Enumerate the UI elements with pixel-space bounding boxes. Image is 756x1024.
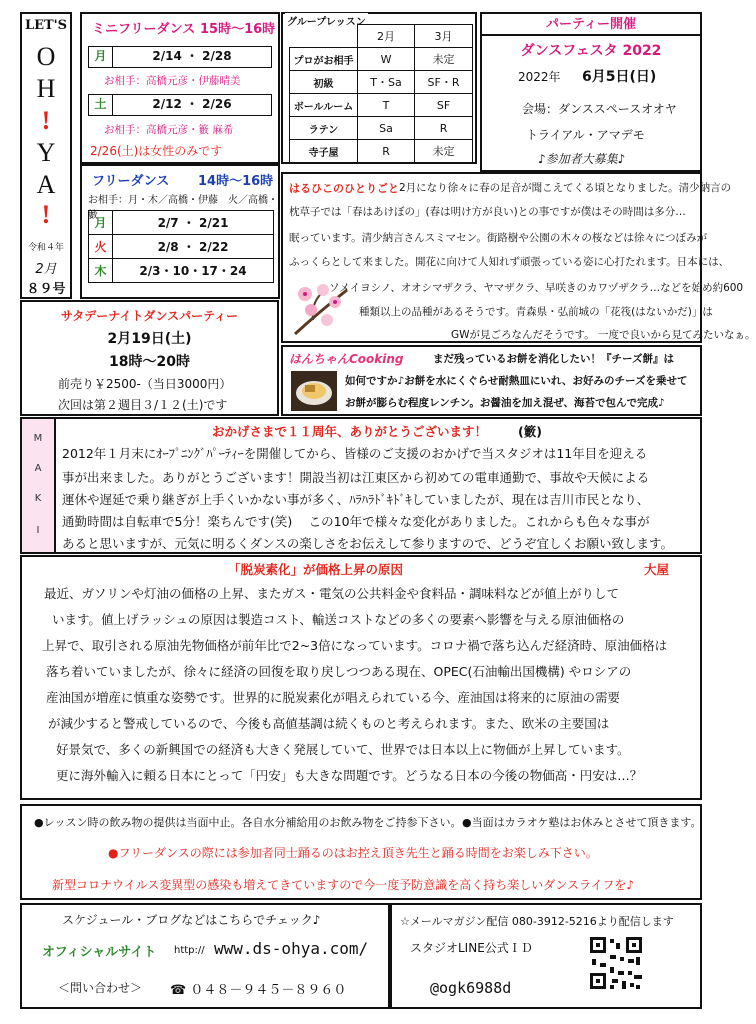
decarbon-line: 最近、ガソリンや灯油の価格の上昇、またガス・電気の公共料金や食料品・調味料などが値上がりして <box>44 586 620 601</box>
mini-saturday-day: 土 <box>89 95 113 115</box>
line-id[interactable]: @ogk6988d <box>430 979 512 997</box>
cooking-line: まだ残っているお餅を消化したい！『チーズ餅』は <box>433 353 674 365</box>
maki-sidebar <box>22 419 56 552</box>
haruhiko-line: GWが見ごろなんだそうです。 一度で良いから見てみたいなぁ。 <box>451 329 756 341</box>
masthead-month: 2月 <box>35 262 57 277</box>
saturday-title: サタデーナイトダンスパーティー <box>60 309 239 323</box>
free-dates: 2/8 ・ 2/22 <box>113 235 274 259</box>
decarbon-line: 好景気で、多くの新興国での経済も大きく発展していて、世界では日本以上に物価が上昇しています。 <box>56 742 630 757</box>
free-dates: 2/3・10・17・24 <box>113 259 274 283</box>
footer-official-label: オフィシャルサイト <box>42 945 157 960</box>
group-feb-value: T <box>358 94 415 117</box>
table-row <box>89 259 274 283</box>
cooking-line: お餅が膨らむ程度レンチン。お醤油を加え混ぜ、海苔で包んで完成♪ <box>345 397 665 409</box>
free-dance-partners: お相手：月・木／高橋・伊藤 火／高橋・籔 <box>88 195 278 221</box>
decarbon-line: 落ち着いていましたが、徐々に経済の回復を取り戻しつつある現在、OPEC(石油輸出国機構) やロシアの <box>46 664 632 679</box>
mini-saturday-row <box>88 94 272 116</box>
maki-column <box>20 417 702 554</box>
group-feb-value: W <box>358 48 415 71</box>
masthead-lets: LET'S <box>24 18 68 33</box>
haruhiko-line: 種類以上の品種があるそうです。青森県・弘前城の「花筏(はないかだ)」は <box>359 306 713 318</box>
saturday-price: 前売り￥2500-（当日3000円） <box>58 377 232 391</box>
party-section <box>480 12 702 172</box>
saturday-date: 2月19日(土) <box>107 331 192 347</box>
maki-side-letter: A <box>34 463 42 474</box>
masthead-excl1: ! <box>41 106 51 135</box>
cooking-title: はんちゃんCooking <box>289 352 404 366</box>
notice-drinks: ●レッスン時の飲み物の提供は当面中止。各自水分補給用のお飲み物をご持参下さい。 <box>34 816 462 829</box>
official-site-link[interactable]: www.ds-ohya.com/ <box>214 939 369 958</box>
group-row-label: ラテン <box>290 117 358 140</box>
maki-line: 事が出来ました。ありがとうございます！開設当初は江東区から初めての電車通勤で、事故や天候による <box>62 470 650 485</box>
masthead-o: O <box>36 42 56 71</box>
free-day: 火 <box>89 235 113 259</box>
mini-note: 2/26(土)は女性のみです <box>90 144 223 158</box>
table-row <box>290 117 473 140</box>
party-date-year: 2022年 <box>518 70 561 84</box>
maki-side-letter: M <box>33 433 43 444</box>
footer-mail: ☆メールマガジン配信 080-3912-5216より配信します <box>400 915 674 928</box>
group-row-label: 初級 <box>290 71 358 94</box>
decarbon-line: 上昇で、取引される原油先物価格が前年比で2~3倍になっています。コロナ禍で落ち込んだ経済時、原油価格は <box>42 638 668 653</box>
group-feb-value: R <box>358 140 415 163</box>
mini-free-dance-title: ミニフリーダンス <box>92 22 196 37</box>
saturday-night-party-section <box>20 300 279 416</box>
mini-monday-day: 月 <box>89 47 113 67</box>
haruhiko-line: 枕草子では「春はあけぼの」(春は明け方が良い)との事ですが僕はその時間は多分… <box>289 206 686 218</box>
maki-side-letter: K <box>34 493 42 504</box>
footer-line-label: スタジオLINE公式ＩＤ <box>410 941 533 955</box>
mini-monday-dates: 2/14 ・ 2/28 <box>152 49 232 63</box>
group-mar-value: SF <box>415 94 473 117</box>
mini-saturday-partners: お相手：高橋元彦・籔 麻希 <box>104 124 234 136</box>
decarbon-line: います。値上げラッシュの原因は製造コスト、輸送コストなどの多くの要素へ影響を与える原油価格の <box>52 612 625 627</box>
cheese-mochi-photo-icon <box>291 371 337 411</box>
masthead-a: A <box>36 170 56 199</box>
maki-line: あると思いますが、元気に明るくダンスの楽しさをお伝えして参りますので、どうぞ宜しくお願い致します。 <box>62 536 674 551</box>
cooking-section <box>281 345 702 416</box>
group-col-mar: 3月 <box>415 25 473 48</box>
mini-free-dance-section <box>80 12 280 164</box>
haruhiko-title: はるひこのひとりごと <box>289 182 399 195</box>
group-col-feb: 2月 <box>358 25 415 48</box>
group-feb-value: Sa <box>358 117 415 140</box>
cherry-blossom-icon <box>289 272 353 342</box>
free-day: 月 <box>89 211 113 235</box>
table-row <box>290 94 473 117</box>
free-dance-title: フリーダンス <box>92 174 170 189</box>
footer-url-prefix: http:// <box>174 945 205 956</box>
notice-covid: 新型コロナウイルス変異型の感染も増えてきていますので今一度予防意識を高く持ち楽しいダンスライフを♪ <box>52 878 634 892</box>
masthead-y: Y <box>36 138 56 167</box>
table-row <box>290 71 473 94</box>
mini-monday-partners: お相手：高橋元彦・伊藤晴美 <box>104 75 241 87</box>
group-row-label: プロがお相手 <box>290 48 358 71</box>
saturday-time: 18時～20時 <box>109 354 190 370</box>
phone-number[interactable]: ☎ ０４８－９４５－８９６０ <box>170 983 347 998</box>
free-dance-table <box>88 210 274 283</box>
maki-line: 運休や遅延で乗り継ぎが上手くいかない事が多く、ﾊﾗﾊﾗﾄﾞｷﾄﾞｷしていましたが、現在は吉川市民となり、 <box>62 492 650 507</box>
group-lesson-table <box>289 24 473 163</box>
cooking-line: 如何ですか♪お餅を水にくぐらせ耐熱皿にいれ、お好みのチーズを乗せて <box>345 375 688 387</box>
group-lesson-section <box>281 12 477 164</box>
saturday-next: 次回は第２週目３/１２(土)です <box>58 398 228 412</box>
party-venue: 会場：ダンススペースオオヤ <box>522 102 677 116</box>
group-feb-value: T・Sa <box>358 71 415 94</box>
party-trial: トライアル・アマデモ <box>526 128 645 142</box>
decarbon-line: 更に海外輸入に頼る日本にとって「円安」も大きな問題です。どうなる日本の今後の物価高・円安は…？ <box>56 768 643 783</box>
footer-schedule: スケジュール・ブログなどはこちらでチェック♪ <box>62 913 321 927</box>
party-date-day: 6月5日(日) <box>582 69 657 85</box>
maki-title: おかげさまで１１周年、ありがとうございます！ <box>212 424 488 439</box>
table-header-row <box>290 25 473 48</box>
haruhiko-line: ふっくらとして来ました。開花に向けて人知れず頑張っている姿に心打たれます。日本には、 <box>289 256 730 268</box>
maki-side-letter: I <box>36 525 40 536</box>
free-day: 木 <box>89 259 113 283</box>
free-dance-time: 14時～16時 <box>198 174 274 189</box>
mini-free-dance-time: 15時～16時 <box>200 22 276 37</box>
decarbon-author: 大屋 <box>644 562 670 577</box>
maki-line: 通勤時間は自転車で5分！楽ちんです(笑) この10年で様々な変化がありました。これからも色々な事が <box>62 514 650 529</box>
maki-author: (籔) <box>518 424 542 439</box>
decarbonization-article <box>20 555 702 800</box>
haruhiko-line: ソメイヨシノ、オオシマザクラ、ヤマザクラ、早咲きのカワヅザクラ…などを始め約600 <box>329 282 744 294</box>
table-row <box>89 211 274 235</box>
group-lesson-title: グループレッスン <box>285 13 368 28</box>
party-header: パーティー開催 <box>482 14 700 36</box>
party-recruit: ♪参加者大募集♪ <box>538 152 626 166</box>
table-row <box>89 235 274 259</box>
masthead-era: 令和４年 <box>27 243 64 253</box>
haruhiko-column <box>281 172 756 343</box>
haruhiko-line: 2月になり徐々に春の足音が聞こえてくる頃となりました。清少納言の <box>399 182 732 194</box>
footer-contact-label: ＜問い合わせ＞ <box>58 981 143 995</box>
notice-karaoke: ●当面はカラオケ塾はお休みとさせて頂きます。 <box>462 816 702 829</box>
free-dates: 2/7 ・ 2/21 <box>113 211 274 235</box>
mini-saturday-dates: 2/12 ・ 2/26 <box>152 97 232 111</box>
footer-contact <box>20 903 390 1009</box>
group-mar-value: R <box>415 117 473 140</box>
notices-section <box>20 804 702 900</box>
notice-free-dance: ●フリーダンスの際には参加者同士踊るのはお控え頂き先生と踊る時間をお楽しみ下さい。 <box>108 846 598 860</box>
free-dance-section <box>80 164 280 299</box>
masthead-issue: ８９号 <box>26 282 66 297</box>
masthead-h: H <box>36 74 56 103</box>
masthead-excl2: ! <box>41 200 51 229</box>
table-row <box>290 140 473 163</box>
maki-line: 2012年１月末にｵｰﾌﾟﾆﾝｸﾞﾊﾟｰﾃｨｰを開催してから、皆様のご支援のおかげで当スタジオは11年目を迎える <box>62 446 648 461</box>
group-mar-value: 未定 <box>415 48 473 71</box>
qr-code-icon[interactable] <box>588 935 644 991</box>
group-mar-value: SF・R <box>415 71 473 94</box>
party-title: ダンスフェスタ 2022 <box>520 43 662 59</box>
group-row-label: ボールルーム <box>290 94 358 117</box>
mini-monday-row <box>88 46 272 68</box>
haruhiko-line: 眠っています。清少納言さんスミマセン。街路樹や公園の木々の桜などは徐々につぼみが <box>289 232 708 244</box>
table-row <box>290 48 473 71</box>
group-mar-value: 未定 <box>415 140 473 163</box>
masthead <box>20 12 72 299</box>
group-row-label: 寺子屋 <box>290 140 358 163</box>
footer-line <box>390 903 702 1009</box>
decarbon-line: が減少すると警戒しているので、今後も高値基調は続くものと考えられます。また、欧米の主要国は <box>48 716 610 731</box>
decarbon-title: 「脱炭素化」が価格上昇の原因 <box>228 562 404 577</box>
decarbon-line: 産油国が増産に慎重な姿勢です。世界的に脱炭素化が唱えられている今、産油国は将来的に原油の需要 <box>46 690 621 705</box>
